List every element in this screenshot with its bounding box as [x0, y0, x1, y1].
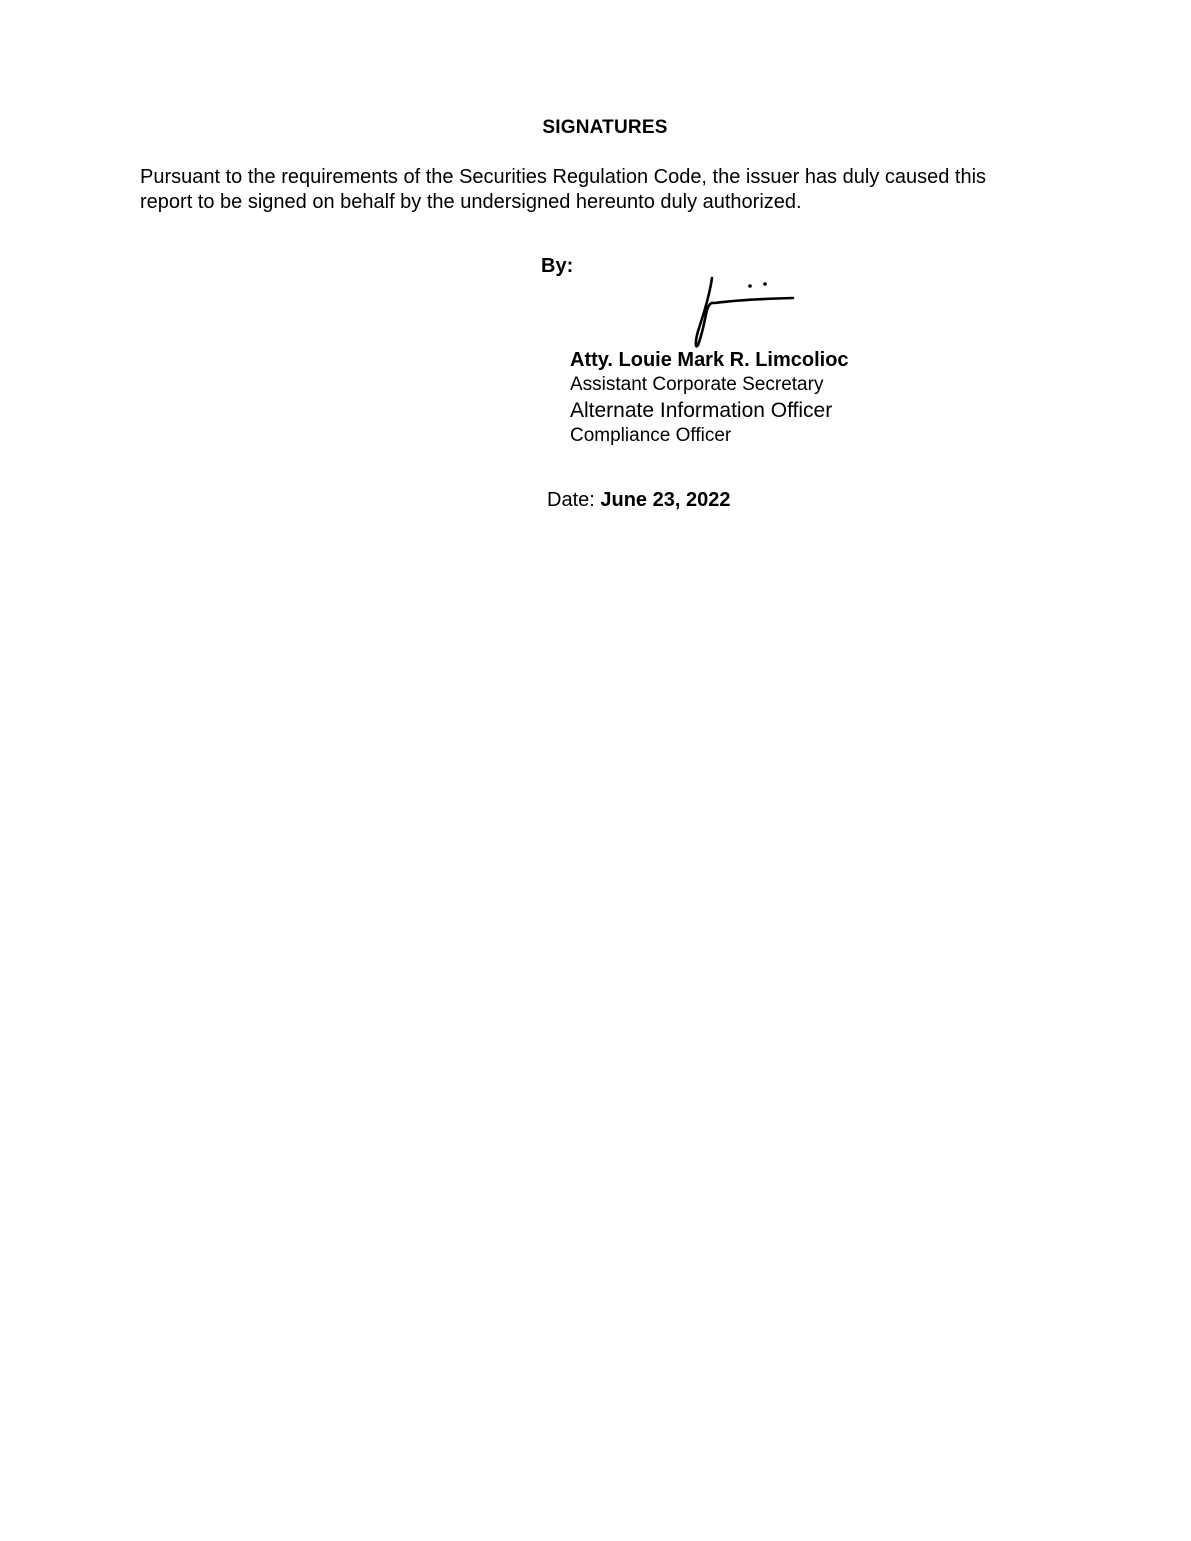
signatory-name: Atty. Louie Mark R. Limcolioc — [570, 349, 849, 371]
section-heading: SIGNATURES — [542, 117, 668, 138]
date-line — [547, 489, 730, 512]
signatory-title: Compliance Officer — [570, 425, 732, 446]
signature-dot — [763, 282, 767, 286]
by-label: By: — [541, 255, 574, 277]
signatory-title: Alternate Information Officer — [570, 399, 833, 422]
signatory-title: Assistant Corporate Secretary — [570, 374, 824, 395]
signature-stroke — [696, 278, 793, 346]
paragraph-line: Pursuant to the requirements of the Securities Regulation Code, the issuer has duly caused this — [140, 166, 987, 188]
handwritten-signature — [685, 270, 800, 352]
signatory-block — [570, 348, 990, 448]
authorization-paragraph — [140, 165, 1060, 215]
date-label: Date: — [547, 489, 595, 511]
paragraph-line: report to be signed on behalf by the undersigned hereunto duly authorized. — [140, 191, 802, 213]
signature-dot — [748, 284, 752, 288]
date-value: June 23, 2022 — [600, 489, 731, 511]
